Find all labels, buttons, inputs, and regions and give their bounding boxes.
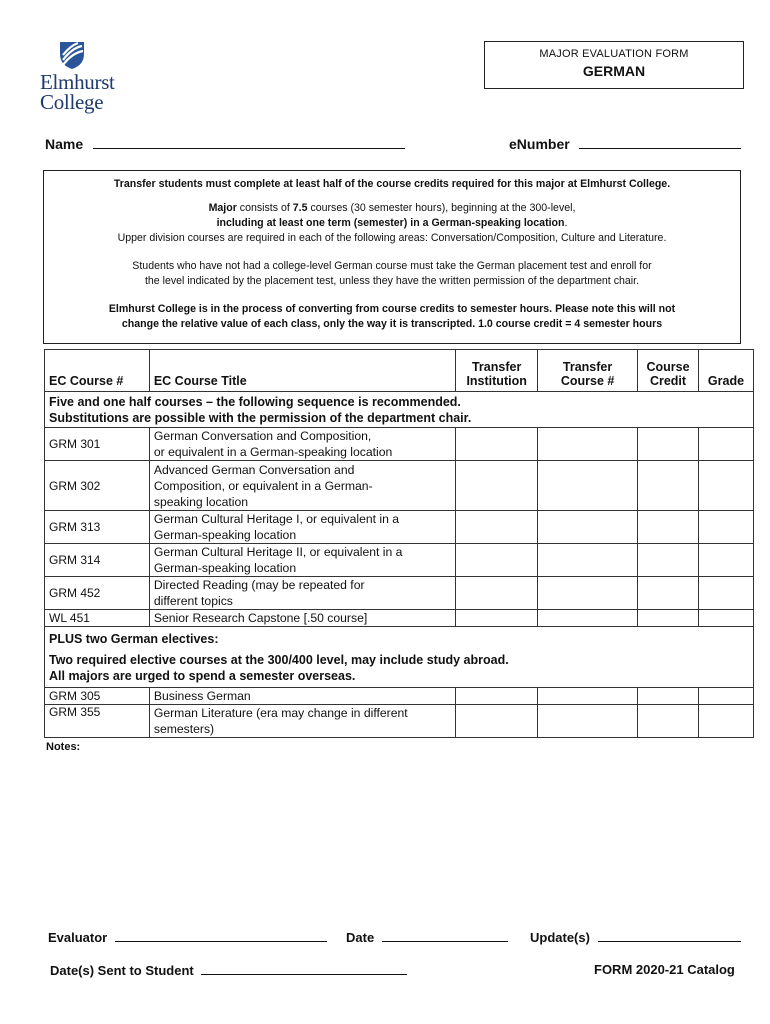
course-code: GRM 313 [45, 511, 150, 544]
transfer-course-cell[interactable] [538, 610, 638, 627]
course-credit-cell[interactable] [638, 705, 699, 738]
updates-input-line[interactable] [598, 929, 741, 942]
table-row [45, 511, 754, 544]
shield-logo-icon [58, 40, 86, 70]
section-electives-text: PLUS two German electives: Two required elective courses at the 300/400 level, may include study abroad. All majors are urged to spend a semester overseas. [45, 627, 754, 688]
course-title: Business German [149, 688, 455, 705]
logo-line-2: College [40, 90, 104, 114]
header-transfer-institution: Transfer Institution [456, 350, 538, 392]
transfer-institution-cell[interactable] [456, 544, 538, 577]
course-title: German Cultural Heritage II, or equivalent in a German-speaking location [149, 544, 455, 577]
table-row [45, 688, 754, 705]
requirements-info-box [43, 170, 741, 344]
header-course-title: EC Course Title [149, 350, 455, 392]
course-title: Advanced German Conversation and Composition, or equivalent in a German- speaking location [149, 461, 455, 511]
college-logo [40, 40, 140, 114]
transfer-course-cell[interactable] [538, 461, 638, 511]
sent-to-student-input-line[interactable] [201, 962, 407, 975]
transfer-institution-cell[interactable] [456, 688, 538, 705]
course-code: GRM 314 [45, 544, 150, 577]
major-line-1: Major consists of 7.5 courses (30 semester hours), beginning at the 300-level, [208, 202, 576, 214]
transfer-institution-cell[interactable] [456, 511, 538, 544]
header-transfer-course: Transfer Course # [538, 350, 638, 392]
course-credit-cell[interactable] [638, 544, 699, 577]
course-credit-cell[interactable] [638, 511, 699, 544]
course-table [44, 349, 754, 738]
form-subtitle: MAJOR EVALUATION FORM [539, 48, 689, 60]
enumber-input-line[interactable] [579, 136, 741, 149]
placement-line-2: the level indicated by the placement test, unless they have the written permission of the department chair. [144, 275, 640, 287]
transfer-institution-cell[interactable] [456, 428, 538, 461]
transfer-institution-cell[interactable] [456, 705, 538, 738]
evaluator-label: Evaluator [48, 930, 108, 945]
major-line-2: including at least one term (semester) in a German-speaking location. [216, 217, 568, 229]
transfer-course-cell[interactable] [538, 428, 638, 461]
table-row [45, 610, 754, 627]
conversion-line-2: change the relative value of each class, only the way it is transcripted. 1.0 course credit = 4 semester hours [121, 318, 663, 330]
name-input-line[interactable] [93, 136, 405, 149]
table-row [45, 428, 754, 461]
transfer-course-cell[interactable] [538, 688, 638, 705]
table-row [45, 577, 754, 610]
course-title: Directed Reading (may be repeated for different topics [149, 577, 455, 610]
course-code: GRM 355 [45, 705, 150, 738]
date-input-line[interactable] [382, 929, 508, 942]
table-row [45, 705, 754, 738]
course-title: German Literature (era may change in different semesters) [149, 705, 455, 738]
header-grade: Grade [698, 350, 753, 392]
course-credit-cell[interactable] [638, 461, 699, 511]
course-code: GRM 452 [45, 577, 150, 610]
date-field[interactable] [346, 929, 508, 945]
transfer-institution-cell[interactable] [456, 610, 538, 627]
table-row [45, 461, 754, 511]
placement-line-1: Students who have not had a college-level German course must take the German placement test and enroll for [132, 260, 652, 272]
course-code: GRM 305 [45, 688, 150, 705]
course-code: WL 451 [45, 610, 150, 627]
transfer-course-cell[interactable] [538, 511, 638, 544]
table-row [45, 544, 754, 577]
course-credit-cell[interactable] [638, 428, 699, 461]
date-label: Date [346, 930, 375, 945]
transfer-course-cell[interactable] [538, 577, 638, 610]
course-code: GRM 302 [45, 461, 150, 511]
notes-label: Notes: [46, 741, 81, 753]
course-title: Senior Research Capstone [.50 course] [149, 610, 455, 627]
grade-cell[interactable] [698, 610, 753, 627]
section-electives-row [45, 627, 754, 688]
logo-line-1: Elmhurst [40, 70, 115, 94]
course-code: GRM 301 [45, 428, 150, 461]
sent-to-student-field[interactable] [50, 962, 407, 978]
section-required-row [45, 392, 754, 428]
form-id: FORM 2020-21 Catalog [594, 962, 735, 977]
grade-cell[interactable] [698, 428, 753, 461]
course-credit-cell[interactable] [638, 610, 699, 627]
grade-cell[interactable] [698, 544, 753, 577]
transfer-course-cell[interactable] [538, 705, 638, 738]
header-course-credit: Course Credit [638, 350, 699, 392]
grade-cell[interactable] [698, 511, 753, 544]
evaluator-input-line[interactable] [115, 929, 327, 942]
updates-label: Update(s) [530, 930, 590, 945]
transfer-institution-cell[interactable] [456, 461, 538, 511]
grade-cell[interactable] [698, 688, 753, 705]
sent-to-student-label: Date(s) Sent to Student [50, 963, 194, 978]
conversion-line-1: Elmhurst College is in the process of converting from course credits to semester hours. Please note this will not [108, 303, 676, 315]
form-title: GERMAN [582, 63, 646, 79]
enumber-field[interactable] [509, 136, 741, 152]
course-title: German Conversation and Composition, or equivalent in a German-speaking location [149, 428, 455, 461]
course-credit-cell[interactable] [638, 688, 699, 705]
name-field[interactable] [45, 136, 405, 152]
transfer-institution-cell[interactable] [456, 577, 538, 610]
name-label: Name [45, 136, 84, 152]
header-course-number: EC Course # [45, 350, 150, 392]
transfer-course-cell[interactable] [538, 544, 638, 577]
grade-cell[interactable] [698, 705, 753, 738]
updates-field[interactable] [530, 929, 741, 945]
evaluator-field[interactable] [48, 929, 327, 945]
grade-cell[interactable] [698, 577, 753, 610]
table-header-row [45, 350, 754, 392]
course-title: German Cultural Heritage I, or equivalent in a German-speaking location [149, 511, 455, 544]
transfer-note: Transfer students must complete at least half of the course credits required for this major at Elmhurst College. [113, 178, 671, 190]
major-line-3: Upper division courses are required in each of the following areas: Conversation/Composition, Culture and Literature. [117, 232, 667, 244]
section-required-text: Five and one half courses – the following sequence is recommended. Substitutions are possible with the permission of the department chair. [45, 392, 754, 428]
form-title-box [484, 41, 744, 89]
grade-cell[interactable] [698, 461, 753, 511]
course-credit-cell[interactable] [638, 577, 699, 610]
enumber-label: eNumber [509, 136, 570, 152]
